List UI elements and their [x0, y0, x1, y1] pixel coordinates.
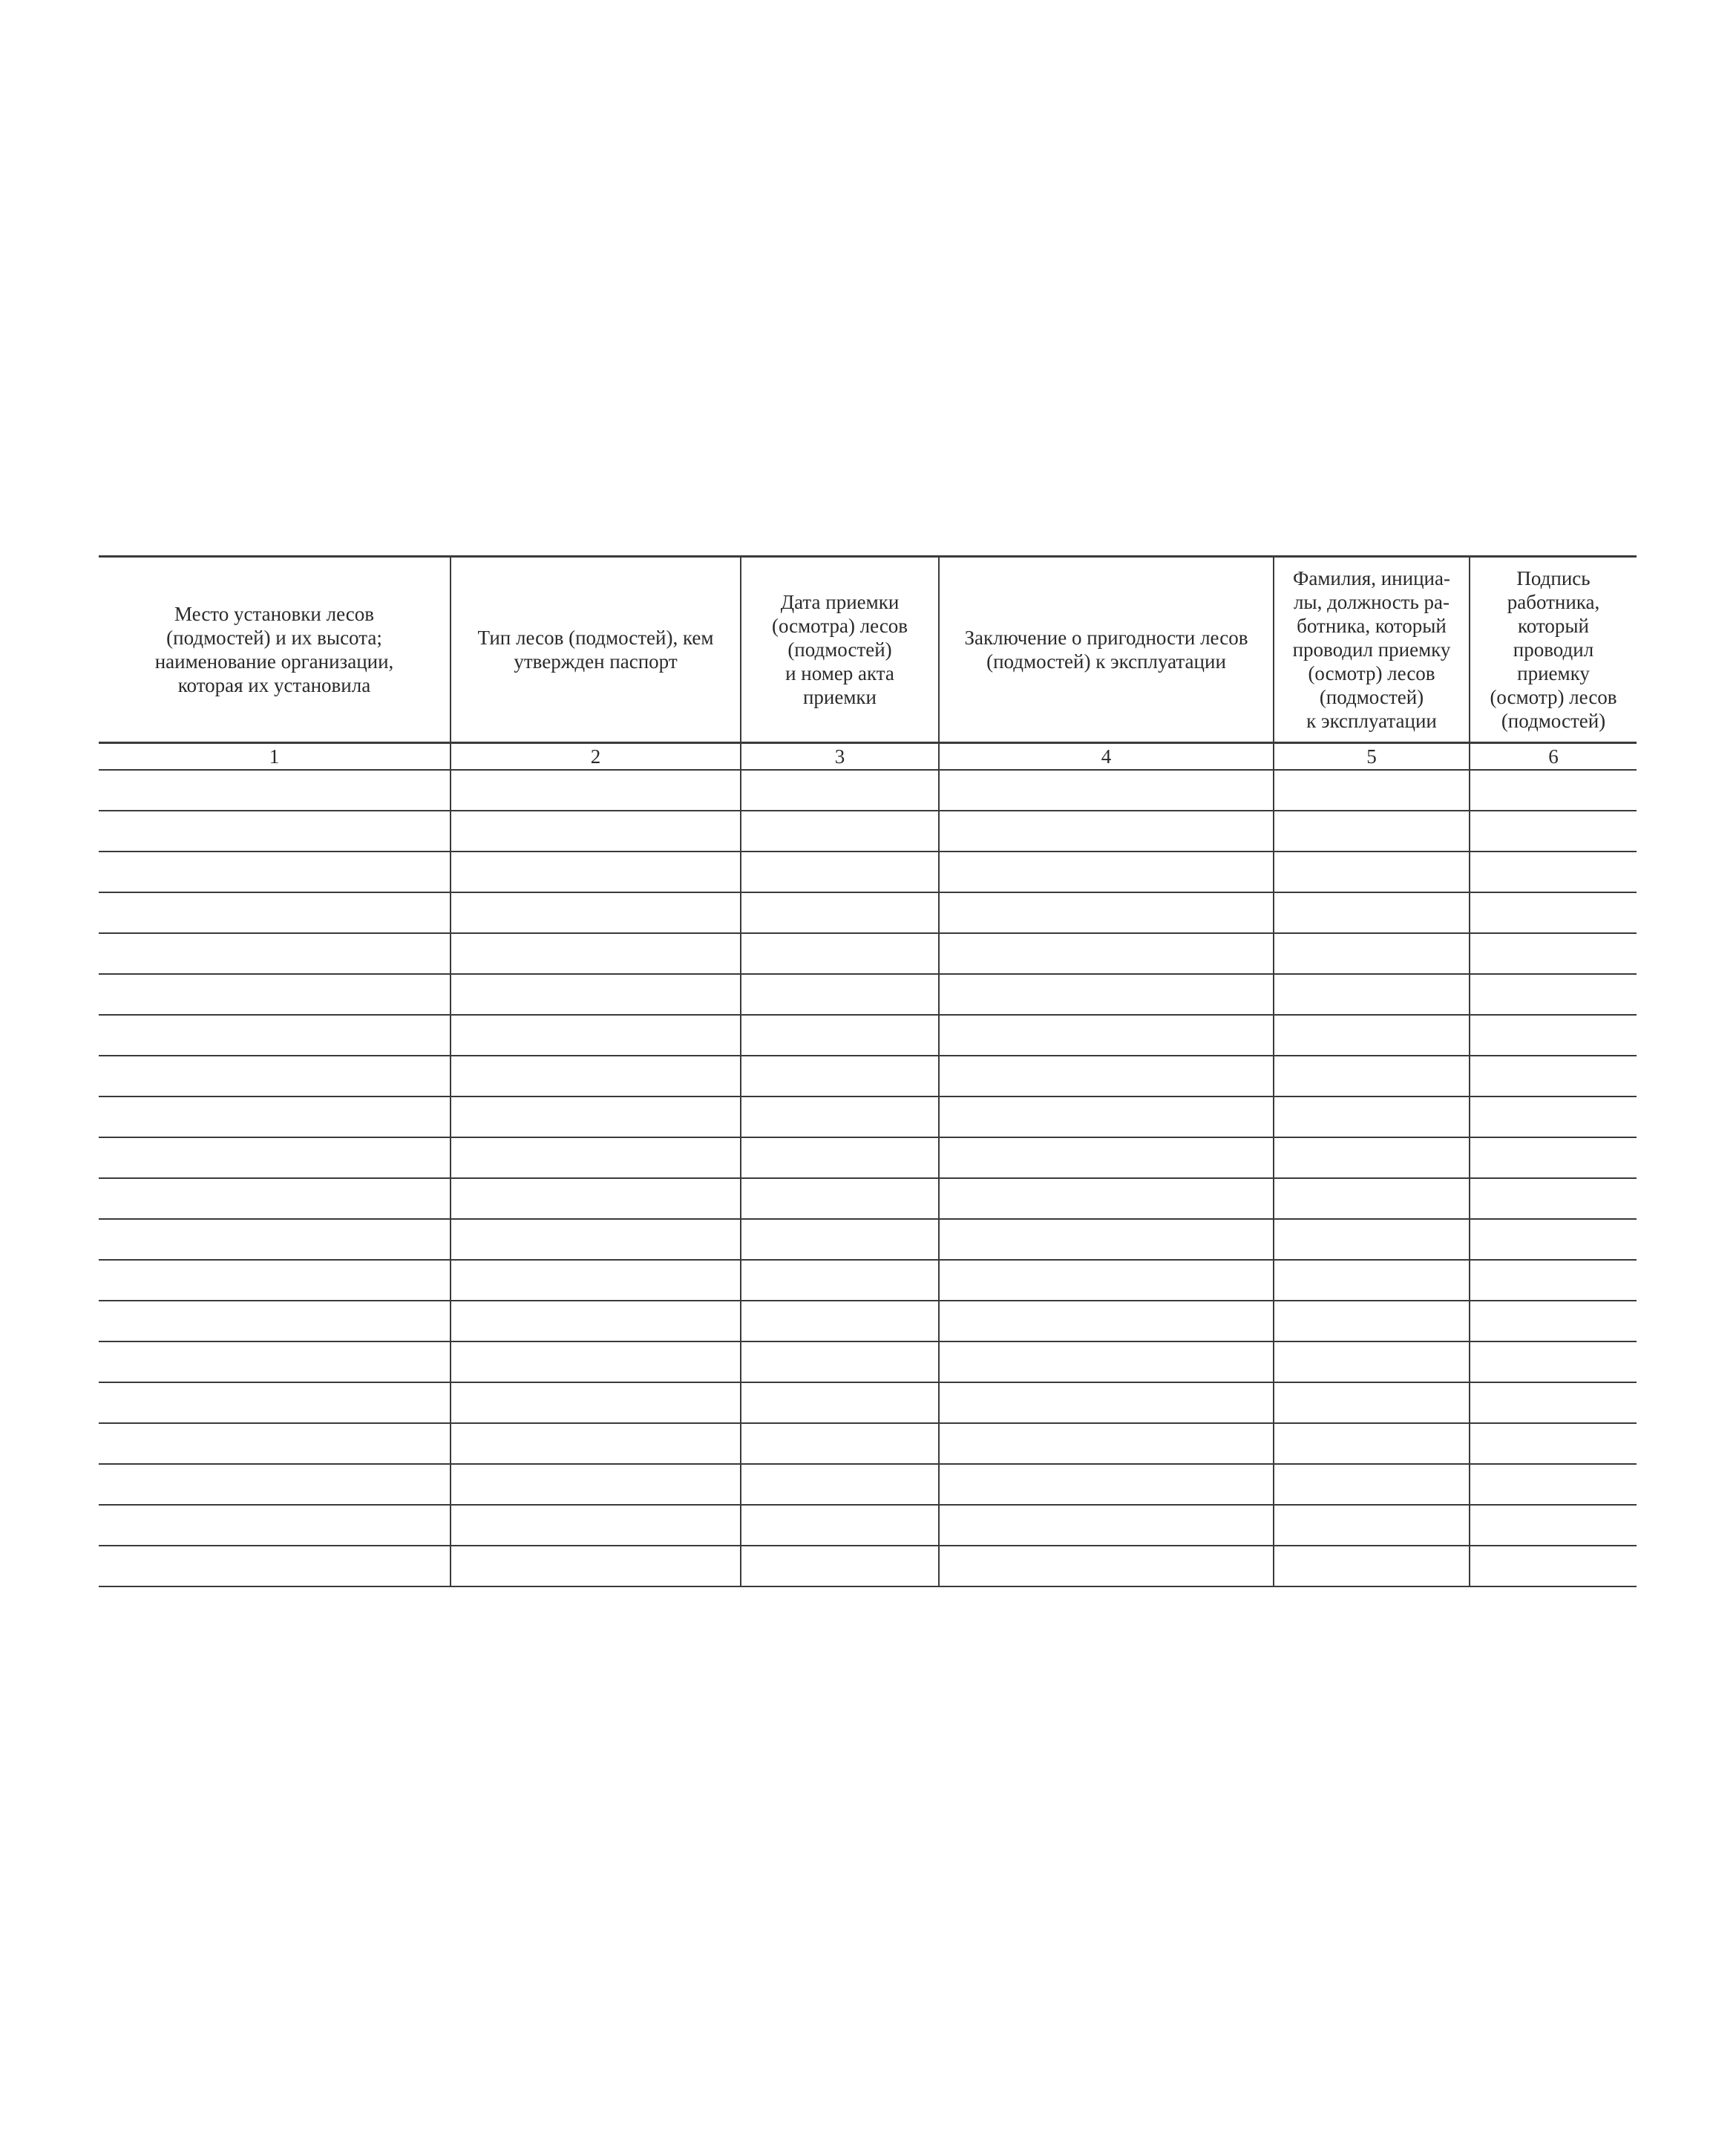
table-cell [741, 811, 939, 852]
table-cell [741, 770, 939, 811]
table-cell [939, 1137, 1274, 1178]
table-cell [1470, 1219, 1637, 1260]
table-cell [99, 1178, 451, 1219]
table-cell [939, 1423, 1274, 1464]
table-cell [451, 1464, 741, 1505]
table-row [99, 1178, 1637, 1219]
table-cell [451, 892, 741, 933]
table-cell [1274, 1382, 1470, 1423]
table-cell [939, 1096, 1274, 1137]
table-cell [1470, 1260, 1637, 1301]
header-cell-type: Тип лесов (подмостей), кем утвержден паспорт [451, 557, 741, 743]
header-row [99, 557, 1637, 743]
table-cell [1274, 1137, 1470, 1178]
table-cell [741, 1096, 939, 1137]
table-cell [451, 770, 741, 811]
table-cell [1470, 1423, 1637, 1464]
table-cell [1470, 1015, 1637, 1056]
table-row [99, 1137, 1637, 1178]
table-cell [99, 974, 451, 1015]
table-cell [939, 933, 1274, 974]
table-cell [741, 1219, 939, 1260]
column-number: 4 [939, 743, 1274, 771]
table-body [99, 770, 1637, 1586]
table-cell [741, 1015, 939, 1056]
table-cell [451, 1015, 741, 1056]
table-cell [1470, 1301, 1637, 1341]
header-cell-signature: Подпись работника, который проводил приемку (осмотр) лесов (подмостей) [1470, 557, 1637, 743]
table-cell [451, 1505, 741, 1546]
table-cell [741, 1505, 939, 1546]
table-cell [1274, 1015, 1470, 1056]
table-cell [741, 1056, 939, 1096]
table-cell [741, 892, 939, 933]
table-cell [939, 1341, 1274, 1382]
table-cell [939, 852, 1274, 892]
table-cell [741, 1260, 939, 1301]
table-cell [741, 1341, 939, 1382]
table-cell [451, 1178, 741, 1219]
table-cell [741, 1137, 939, 1178]
table-cell [1470, 1137, 1637, 1178]
table-row [99, 1015, 1637, 1056]
table-cell [99, 1505, 451, 1546]
header-cell-inspector: Фамилия, инициа- лы, должность ра- ботника, который проводил приемку (осмотр) лесов (подмостей) к эксплуатации [1274, 557, 1470, 743]
table-row [99, 974, 1637, 1015]
table-cell [451, 1382, 741, 1423]
table-cell [1470, 1096, 1637, 1137]
table-cell [99, 1137, 451, 1178]
table-row [99, 1423, 1637, 1464]
table-cell [939, 1178, 1274, 1219]
table-cell [1274, 1423, 1470, 1464]
table-cell [1274, 811, 1470, 852]
table-cell [1470, 852, 1637, 892]
table-cell [1470, 933, 1637, 974]
table-cell [1274, 1505, 1470, 1546]
table-cell [99, 1301, 451, 1341]
table-cell [99, 933, 451, 974]
table-cell [1274, 1219, 1470, 1260]
table-cell [1274, 892, 1470, 933]
table-cell [1470, 1382, 1637, 1423]
table-cell [451, 1096, 741, 1137]
table-row [99, 770, 1637, 811]
table-cell [99, 1096, 451, 1137]
table-cell [99, 811, 451, 852]
table-cell [99, 852, 451, 892]
table-cell [1274, 933, 1470, 974]
table-row [99, 852, 1637, 892]
column-number-row [99, 743, 1637, 771]
column-number: 1 [99, 743, 451, 771]
table-cell [939, 1464, 1274, 1505]
column-number: 5 [1274, 743, 1470, 771]
table-cell [451, 933, 741, 974]
table-cell [1470, 1464, 1637, 1505]
table-cell [1470, 1341, 1637, 1382]
table-cell [451, 1056, 741, 1096]
table-cell [741, 1382, 939, 1423]
column-number: 2 [451, 743, 741, 771]
table-cell [99, 1464, 451, 1505]
table-cell [99, 1382, 451, 1423]
table-cell [1470, 1056, 1637, 1096]
table-cell [1274, 852, 1470, 892]
table-row [99, 1301, 1637, 1341]
table-cell [99, 1423, 451, 1464]
table-cell [451, 1423, 741, 1464]
table-cell [1274, 1301, 1470, 1341]
table-row [99, 1260, 1637, 1301]
table-cell [451, 811, 741, 852]
table-cell [741, 974, 939, 1015]
table-cell [1470, 892, 1637, 933]
table-cell [1470, 1505, 1637, 1546]
table-cell [1274, 1464, 1470, 1505]
table-cell [99, 1546, 451, 1586]
table-cell [939, 1015, 1274, 1056]
table-row [99, 1219, 1637, 1260]
table-cell [99, 1219, 451, 1260]
table-cell [939, 1382, 1274, 1423]
table-cell [741, 1464, 939, 1505]
table-row [99, 892, 1637, 933]
table-cell [99, 892, 451, 933]
table-row [99, 1341, 1637, 1382]
table-cell [451, 1341, 741, 1382]
table-cell [741, 1546, 939, 1586]
table-row [99, 1096, 1637, 1137]
table-cell [1274, 1056, 1470, 1096]
table-cell [1470, 811, 1637, 852]
table-cell [741, 852, 939, 892]
table-cell [99, 1341, 451, 1382]
table-cell [451, 974, 741, 1015]
column-number: 3 [741, 743, 939, 771]
table-row [99, 1382, 1637, 1423]
table-row [99, 1546, 1637, 1586]
table-row [99, 1505, 1637, 1546]
table-cell [451, 1219, 741, 1260]
table-cell [939, 1505, 1274, 1546]
table-cell [741, 1301, 939, 1341]
table-cell [1274, 1546, 1470, 1586]
table-cell [939, 1219, 1274, 1260]
table-cell [1274, 1341, 1470, 1382]
column-number: 6 [1470, 743, 1637, 771]
table-cell [451, 1260, 741, 1301]
table-cell [939, 770, 1274, 811]
table-cell [939, 1056, 1274, 1096]
table-cell [451, 1301, 741, 1341]
table-cell [99, 1056, 451, 1096]
table-cell [1470, 1178, 1637, 1219]
table-row [99, 1056, 1637, 1096]
table-cell [939, 892, 1274, 933]
table-cell [939, 1260, 1274, 1301]
table-cell [939, 1301, 1274, 1341]
table-cell [451, 1137, 741, 1178]
table-cell [99, 1260, 451, 1301]
scaffold-inspection-table [99, 555, 1637, 1587]
table-row [99, 1464, 1637, 1505]
header-cell-location: Место установки лесов (подмостей) и их высота; наименование организации, которая их установила [99, 557, 451, 743]
table-row [99, 811, 1637, 852]
table-cell [99, 770, 451, 811]
table-cell [1470, 770, 1637, 811]
table-cell [1470, 974, 1637, 1015]
header-cell-conclusion: Заключение о пригодности лесов (подмостей) к эксплуатации [939, 557, 1274, 743]
table-cell [939, 811, 1274, 852]
table-cell [99, 1015, 451, 1056]
table-cell [451, 1546, 741, 1586]
table-cell [1274, 770, 1470, 811]
table-row [99, 933, 1637, 974]
table-cell [1274, 1096, 1470, 1137]
table-cell [939, 974, 1274, 1015]
table-cell [939, 1546, 1274, 1586]
table-cell [1470, 1546, 1637, 1586]
table-cell [741, 933, 939, 974]
table-cell [1274, 974, 1470, 1015]
table-cell [741, 1423, 939, 1464]
table-cell [1274, 1260, 1470, 1301]
table-cell [741, 1178, 939, 1219]
table-cell [1274, 1178, 1470, 1219]
table-cell [451, 852, 741, 892]
header-cell-date: Дата приемки (осмотра) лесов (подмостей) и номер акта приемки [741, 557, 939, 743]
